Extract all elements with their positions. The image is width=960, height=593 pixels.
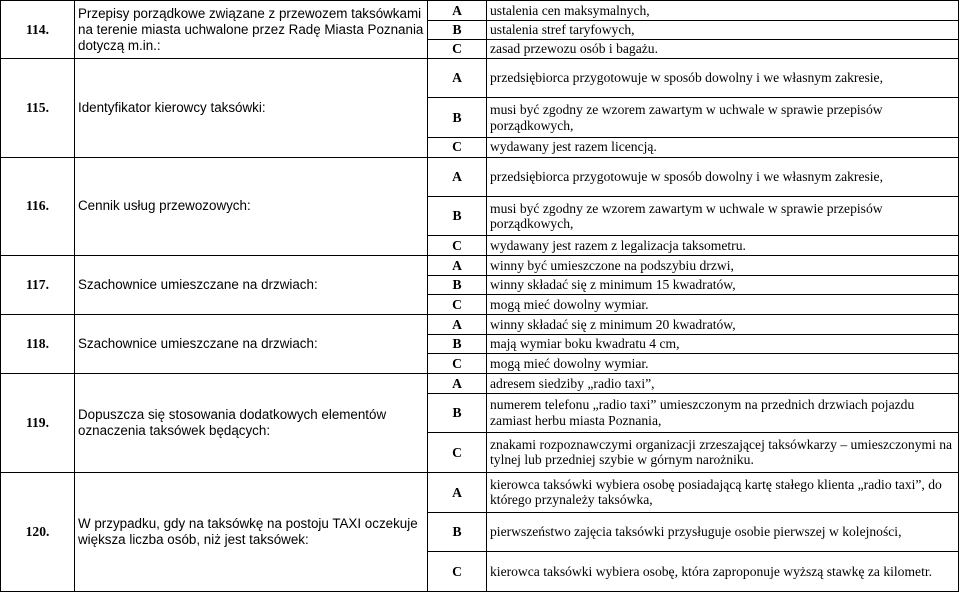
option-text: mogą mieć dowolny wymiar.	[487, 295, 959, 315]
option-text: numerem telefonu „radio taxi” umieszczonym na przednich drzwiach pojazdu zamiast herbu miasta Poznania,	[487, 393, 959, 432]
option-text: musi być zgodny ze wzorem zawartym w uchwale w sprawie przepisów porządkowych,	[487, 196, 959, 235]
option-letter: C	[428, 295, 487, 315]
question-text: Dopuszcza się stosowania dodatkowych elementów oznaczenia taksówek będących:	[75, 374, 428, 472]
question-number: 119.	[1, 374, 75, 472]
question-row	[1, 315, 959, 335]
option-text: wydawany jest razem z legalizacja taksometru.	[487, 236, 959, 256]
question-text: Szachownice umieszczane na drzwiach:	[75, 255, 428, 314]
option-letter: B	[428, 196, 487, 235]
option-letter: A	[428, 472, 487, 512]
option-text: wydawany jest razem licencją.	[487, 137, 959, 157]
option-text: mogą mieć dowolny wymiar.	[487, 354, 959, 374]
question-text: Przepisy porządkowe związane z przewozem taksówkami na terenie miasta uchwalone przez Radę Miasta Poznania dotyczą m.in.:	[75, 1, 428, 59]
option-letter: A	[428, 1, 487, 21]
option-letter: B	[428, 393, 487, 432]
question-row	[1, 157, 959, 196]
question-row	[1, 255, 959, 275]
question-text: W przypadku, gdy na taksówkę na postoju TAXI oczekuje większa liczba osób, niż jest taksówek:	[75, 472, 428, 591]
question-number: 117.	[1, 255, 75, 314]
question-number: 115.	[1, 59, 75, 157]
option-letter: B	[428, 334, 487, 354]
option-text: kierowca taksówki wybiera osobę posiadającą kartę stałego klienta „radio taxi”, do którego przynależy taksówka,	[487, 472, 959, 512]
option-text: przedsiębiorca przygotowuje w sposób dowolny i we własnym zakresie,	[487, 59, 959, 98]
option-letter: B	[428, 98, 487, 137]
option-text: winny składać się z minimum 20 kwadratów,	[487, 315, 959, 335]
option-text: ustalenia cen maksymalnych,	[487, 1, 959, 21]
option-text: winny być umieszczone na podszybiu drzwi,	[487, 255, 959, 275]
option-text: mają wymiar boku kwadratu 4 cm,	[487, 334, 959, 354]
option-letter: A	[428, 157, 487, 196]
option-letter: C	[428, 552, 487, 592]
question-text: Szachownice umieszczane na drzwiach:	[75, 315, 428, 374]
question-number: 118.	[1, 315, 75, 374]
option-text: zasad przewozu osób i bagażu.	[487, 40, 959, 59]
option-letter: C	[428, 137, 487, 157]
option-letter: A	[428, 255, 487, 275]
question-text: Cennik usług przewozowych:	[75, 157, 428, 255]
option-text: musi być zgodny ze wzorem zawartym w uchwale w sprawie przepisów porządkowych,	[487, 98, 959, 137]
option-letter: C	[428, 354, 487, 374]
question-number: 114.	[1, 1, 75, 59]
question-row	[1, 1, 959, 21]
option-letter: A	[428, 315, 487, 335]
question-row	[1, 472, 959, 512]
question-row	[1, 374, 959, 394]
option-letter: B	[428, 20, 487, 40]
option-letter: A	[428, 374, 487, 394]
option-text: przedsiębiorca przygotowuje w sposób dowolny i we własnym zakresie,	[487, 157, 959, 196]
question-number: 120.	[1, 472, 75, 591]
option-letter: B	[428, 275, 487, 295]
option-letter: C	[428, 236, 487, 256]
option-text: winny składać się z minimum 15 kwadratów,	[487, 275, 959, 295]
option-letter: C	[428, 40, 487, 59]
question-row	[1, 59, 959, 98]
option-text: adresem siedziby „radio taxi”,	[487, 374, 959, 394]
question-number: 116.	[1, 157, 75, 255]
question-text: Identyfikator kierowcy taksówki:	[75, 59, 428, 157]
option-text: znakami rozpoznawczymi organizacji zrzeszającej taksówkarzy – umieszczonymi na tylnej lub przedniej szybie w górnym narożniku.	[487, 433, 959, 472]
option-text: pierwszeństwo zajęcia taksówki przysługuje osobie pierwszej w kolejności,	[487, 512, 959, 551]
option-letter: B	[428, 512, 487, 551]
option-letter: A	[428, 59, 487, 98]
option-letter: C	[428, 433, 487, 472]
option-text: ustalenia stref taryfowych,	[487, 20, 959, 40]
option-text: kierowca taksówki wybiera osobę, która zaproponuje wyższą stawkę za kilometr.	[487, 552, 959, 592]
